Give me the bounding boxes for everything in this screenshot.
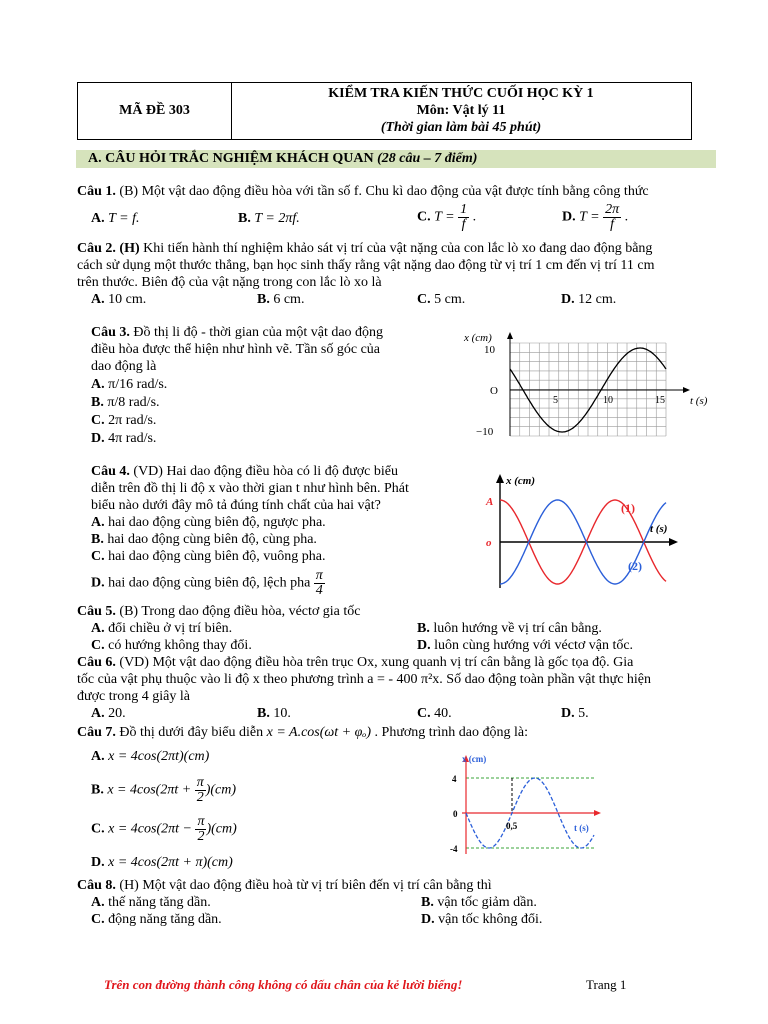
option-label: B. [91, 532, 104, 547]
q5-option-a[interactable] [91, 621, 232, 637]
option-text: x = 4cos(2πt + π)(cm) [104, 855, 233, 870]
curve-1-label: (1) [621, 501, 635, 515]
q2-option-d[interactable] [561, 292, 616, 308]
fraction-denominator: f [461, 217, 466, 232]
y-tick-top: 10 [484, 344, 495, 356]
option-label: A. [91, 515, 105, 530]
fraction-numerator: π [197, 814, 205, 829]
q6-option-a[interactable] [91, 706, 126, 722]
question-5 [77, 604, 361, 620]
question-text: (VD) Hai dao động điều hòa có li độ được biểu [129, 464, 398, 479]
q3-option-b[interactable] [91, 395, 160, 411]
option-text: động năng tăng dần. [104, 912, 222, 927]
option-text: 5. [574, 706, 589, 721]
question-3-line2: điều hòa được thể hiện như hình vẽ. Tần số góc của [91, 342, 381, 357]
q2-option-a[interactable] [91, 292, 146, 308]
question-number: Câu 1. [77, 184, 116, 199]
question-number: Câu 5. [77, 604, 116, 619]
x-axis-label: t (s) [574, 823, 589, 833]
option-label: C. [91, 549, 105, 564]
exam-code: MÃ ĐỀ 303 [78, 83, 232, 139]
x-axis-arrow-icon [683, 387, 690, 393]
x-tick-10: 10 [603, 395, 613, 406]
option-text: luôn cùng hướng với véctơ vận tốc. [430, 638, 634, 653]
q1-option-c[interactable] [417, 203, 476, 232]
footer-motto: Trên con đường thành công không có dấu chân của kẻ lười biếng! [104, 977, 463, 992]
option-text: T = f. [108, 211, 140, 226]
exam-title-block [231, 83, 691, 139]
question-7 [77, 725, 528, 741]
q4-option-d[interactable] [91, 569, 325, 598]
question-3-line3: dao động là [91, 359, 157, 374]
option-label: A. [91, 706, 105, 721]
option-suffix: . [469, 209, 477, 225]
option-text: có hướng không thay đổi. [104, 638, 252, 653]
option-text: T = 2πf. [254, 211, 300, 226]
option-text: 40. [430, 706, 452, 721]
option-label: B. [257, 292, 270, 307]
option-label: B. [238, 211, 251, 226]
q7-option-b[interactable] [91, 776, 236, 805]
question-number: Câu 6. [77, 655, 116, 670]
question-3 [91, 325, 383, 341]
option-suffix: )(cm) [206, 821, 237, 837]
q4-option-c[interactable] [91, 549, 325, 565]
exam-time: (Thời gian làm bài 45 phút) [380, 120, 542, 135]
option-text: vận tốc giảm dần. [433, 895, 537, 910]
question-2 [77, 241, 652, 257]
fraction-denominator: 2 [197, 829, 205, 844]
q8-option-c[interactable] [91, 912, 222, 928]
option-label: D. [561, 292, 575, 307]
question-4-line3: biểu nào dưới đây mô tả đúng tính chất của hai vật? [91, 498, 381, 513]
option-text: T = [579, 209, 604, 225]
fraction-numerator: 1 [460, 202, 468, 217]
question-8 [77, 878, 492, 894]
q8-option-b[interactable] [421, 895, 537, 911]
option-label: B. [91, 395, 104, 410]
option-text: x = 4cos(2πt − [104, 821, 196, 837]
fraction [195, 776, 206, 805]
q1-option-d[interactable] [562, 203, 628, 232]
q3-graph [458, 328, 718, 440]
section-heading [76, 150, 716, 168]
y-tick-amplitude: A [486, 496, 494, 508]
option-label: A. [91, 377, 105, 392]
q7-option-d[interactable] [91, 855, 233, 871]
y-tick-bottom: -4 [450, 844, 458, 854]
q1-option-a[interactable] [91, 211, 140, 227]
option-label: C. [91, 821, 105, 837]
q2-option-b[interactable] [257, 292, 304, 308]
curve-2-label: (2) [628, 559, 642, 573]
q6-option-c[interactable] [417, 706, 452, 722]
y-tick-zero: o [486, 537, 492, 549]
option-text: x = 4cos(2πt)(cm) [104, 749, 210, 764]
question-1 [77, 184, 649, 200]
option-label: A. [91, 292, 105, 307]
option-label: C. [417, 706, 431, 721]
option-label: C. [91, 638, 105, 653]
option-text: luôn hướng về vị trí cân bằng. [429, 621, 602, 636]
question-text: Đồ thị li độ - thời gian của một vật dao động [129, 325, 384, 340]
fraction-denominator: 2 [196, 790, 204, 805]
option-text: π/8 rad/s. [103, 395, 160, 410]
option-text: x = 4cos(2πt + [103, 782, 195, 798]
exam-title: KIỂM TRA KIẾN THỨC CUỐI HỌC KỲ 1 [328, 86, 594, 101]
question-6-line3: được trong 4 giây là [77, 689, 190, 704]
x-axis-label: t (s) [690, 395, 708, 407]
option-label: C. [91, 912, 105, 927]
fraction-denominator: 4 [315, 583, 323, 598]
question-number: Câu 4. [91, 464, 130, 479]
q3-option-d[interactable] [91, 431, 156, 447]
q2-option-c[interactable] [417, 292, 465, 308]
question-number: Câu 2. [77, 241, 116, 256]
question-2-line2: cách sử dụng một thước thẳng, bạn học sinh thấy rằng vật nặng dao động từ vị trí 1 cm đến vị trí 11 cm [77, 258, 655, 273]
y-tick-zero: 0 [453, 809, 458, 819]
option-label: A. [91, 211, 105, 226]
option-text: 10. [269, 706, 291, 721]
q3-option-a[interactable] [91, 377, 167, 393]
option-label: C. [417, 209, 431, 225]
question-text-end: . Phương trình dao động là: [371, 725, 528, 740]
question-text: (VD) Một vật dao động điều hòa trên trục Ox, xung quanh vị trí cân bằng là gốc tọa độ. Gia [115, 655, 634, 670]
option-label: D. [561, 706, 575, 721]
option-text: đổi chiều ở vị trí biên. [104, 621, 233, 636]
fraction [458, 203, 469, 232]
option-label: D. [91, 855, 105, 870]
question-4-line2: diễn trên đồ thị li độ x vào thời gian t như hình bên. Phát [91, 481, 409, 496]
fraction-numerator: 2π [605, 202, 620, 217]
option-label: B. [417, 621, 430, 636]
option-text: vận tốc không đổi. [434, 912, 543, 927]
fraction [195, 815, 206, 844]
option-text: π/16 rad/s. [104, 377, 168, 392]
x-axis-arrow-icon [594, 810, 601, 816]
q4-graph [476, 470, 686, 592]
option-text: hai dao động cùng biên độ, lệch pha [104, 575, 314, 591]
x-tick-15: 15 [655, 395, 665, 406]
q3-option-c[interactable] [91, 413, 156, 429]
q5-option-b[interactable] [417, 621, 602, 637]
section-note: (28 câu – 7 điểm) [377, 151, 478, 166]
option-label: D. [91, 575, 105, 591]
option-suffix: )(cm) [205, 782, 237, 798]
fraction-denominator: f [610, 217, 615, 232]
option-label: D. [421, 912, 435, 927]
option-text: 6 cm. [269, 292, 305, 307]
option-label: A. [91, 895, 105, 910]
q6-option-b[interactable] [257, 706, 291, 722]
question-4 [91, 464, 398, 480]
option-text: 20. [104, 706, 126, 721]
option-label: A. [91, 621, 105, 636]
option-label: B. [91, 782, 104, 798]
question-number: Câu 3. [91, 325, 130, 340]
fraction [314, 569, 325, 598]
option-label: A. [91, 749, 105, 764]
question-tag: (H) [115, 241, 140, 256]
page-number: Trang 1 [586, 977, 627, 992]
option-text: 4π rad/s. [104, 431, 157, 446]
exam-subject: Môn: Vật lý 11 [416, 103, 506, 118]
option-text: hai dao động cùng biên độ, vuông pha. [104, 549, 326, 564]
option-label: B. [421, 895, 434, 910]
q8-option-a[interactable] [91, 895, 211, 911]
question-text: Đồ thị dưới đây biểu diễn [115, 725, 267, 740]
question-text: (B) Một vật dao động điều hòa với tần số f. Chu kì dao động của vật được tính bằng công thức [115, 184, 649, 199]
q7-graph [444, 750, 606, 858]
question-formula: x = A.cos(ωt + φₒ) [266, 725, 372, 740]
q5-option-d[interactable] [417, 638, 633, 654]
question-text: Khi tiến hành thí nghiệm khảo sát vị trí của vật nặng của con lắc lò xo đang dao động bằng [139, 241, 653, 256]
question-number: Câu 8. [77, 878, 116, 893]
q8-option-d[interactable] [421, 912, 542, 928]
exam-header [77, 82, 692, 140]
option-label: C. [91, 413, 105, 428]
option-label: D. [562, 209, 576, 225]
y-axis-label: x (cm) [462, 754, 487, 764]
y-tick-bottom: −10 [476, 426, 494, 438]
option-text: T = [434, 209, 459, 225]
option-text: hai dao động cùng biên độ, cùng pha. [103, 532, 317, 547]
section-label: A. CÂU HỎI TRẮC NGHIỆM KHÁCH QUAN [88, 151, 374, 166]
x-axis-arrow-icon [669, 538, 678, 546]
y-axis-label: x (cm) [464, 332, 492, 344]
option-text: thế năng tăng dần. [104, 895, 211, 910]
q5-option-c[interactable] [91, 638, 252, 654]
x-tick-5: 5 [553, 395, 558, 406]
q4-option-b[interactable] [91, 532, 317, 548]
option-suffix: . [621, 209, 629, 225]
fraction-numerator: π [196, 775, 204, 790]
option-text: 5 cm. [430, 292, 466, 307]
x-tick-half: 0,5 [506, 821, 518, 831]
question-6-line2: tốc của vật phụ thuộc vào li độ x theo phương trình a = - 400 π²x. Số dao động toàn phần vật thực hiện [77, 672, 652, 687]
x-axis-label: t (s) [650, 523, 668, 535]
question-text: (H) Một vật dao động điều hoà từ vị trí biên đến vị trí cân bằng thì [115, 878, 492, 893]
option-label: C. [417, 292, 431, 307]
fraction-numerator: π [315, 568, 323, 583]
option-text: 12 cm. [574, 292, 617, 307]
y-tick-top: 4 [452, 774, 457, 784]
q1-option-b[interactable] [238, 211, 300, 227]
question-2-line3: trên thước. Biên độ của vật nặng trong con lắc lò xo là [77, 275, 382, 290]
q7-option-a[interactable] [91, 749, 209, 765]
question-6 [77, 655, 633, 671]
option-label: B. [257, 706, 270, 721]
option-label: D. [417, 638, 431, 653]
y-tick-zero: O [490, 385, 498, 397]
option-label: D. [91, 431, 105, 446]
y-axis-arrow-icon [496, 474, 504, 483]
option-text: 2π rad/s. [104, 413, 157, 428]
q7-option-c[interactable] [91, 815, 237, 844]
q4-option-a[interactable] [91, 515, 326, 531]
y-axis-label: x (cm) [506, 475, 536, 487]
question-number: Câu 7. [77, 725, 116, 740]
option-text: hai dao động cùng biên độ, ngược pha. [104, 515, 326, 530]
option-text: 10 cm. [104, 292, 147, 307]
question-text: (B) Trong dao động điều hòa, véctơ gia tốc [115, 604, 361, 619]
y-axis-arrow-icon [507, 332, 513, 339]
q6-option-d[interactable] [561, 706, 589, 722]
fraction [603, 203, 621, 232]
